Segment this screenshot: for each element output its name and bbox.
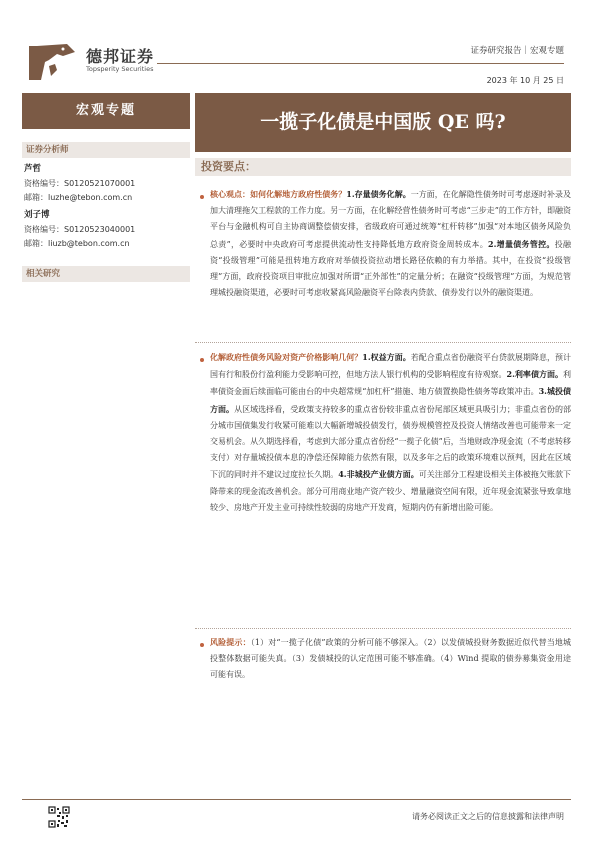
brand-name-en: Topsperity Securities — [86, 65, 154, 73]
paragraph-text-segment: 从区域选择看，受政策支持较多的重点省份较非重点省份尾部区域更具吸引力；非重点省份的部分城市国债集发行收紧可能难以大幅新增城投债发行，债券规模管控及投资人情绪改善也可能带来一定交易机会。从久期选择看，考虑到大部分重点省份经“一揽子化债”后，当地财政净现金流（不考虑转移支付）对存量城投债本息的净偿还保障能力依然有限，以及多年之后的政策环境难以预判，因此在区域下沉的同时并不建议过度拉长久期。 — [210, 404, 572, 480]
brand-name-cn: 德邦证券 — [86, 47, 155, 66]
analyst-email[interactable]: 邮箱：luzhe@tebon.com.cn — [24, 193, 133, 202]
bullet-icon — [200, 195, 204, 199]
paragraph-bold-segment: 1.权益方面。 — [362, 352, 411, 362]
paragraph-lead: 风险提示： — [210, 637, 251, 647]
footer-disclaimer[interactable]: 请务必阅读正文之后的信息披露和法律声明 — [412, 812, 564, 821]
analyst-email[interactable]: 邮箱：liuzb@tebon.com.cn — [24, 239, 130, 248]
paragraph-lead: 化解政府性债务风险对资产价格影响几何？ — [210, 352, 363, 362]
key-points-heading: 投资要点： — [201, 160, 256, 173]
paragraph-bold-segment: 2.增量债务管控。 — [488, 238, 555, 249]
paragraph-bold-segment: 1.存量债务化解。 — [346, 189, 411, 199]
analyst-license: 资格编号：S0120523040001 — [24, 225, 136, 234]
analyst-name: 刘子博 — [24, 210, 50, 220]
paragraph-text-segment: 一方面，在化解隐性债务时可考虑逐时补录及加大清理拖欠工程款的工作力度。另一方面，在化解经营性债务时可考虑“三步走”的工作方针，即融资平台与金融机构可自主协商调整偿债安排，省级政府可通过统筹“杠杆转移”加强“对本地区债务风险负总责”，必要时中央政府可考虑提供流动性支持降低地方政府资金周转成本。 — [210, 190, 571, 249]
paragraph-lead: 核心观点：如何化解地方政府性债务？ — [210, 189, 347, 199]
risk-warning-paragraph — [210, 634, 571, 684]
qr-code-icon — [48, 806, 70, 828]
report-date: 2023 年 10 月 25 日 — [486, 76, 564, 85]
key-point-paragraph — [210, 186, 571, 301]
bullet-icon — [200, 643, 204, 647]
key-point-paragraph — [210, 349, 571, 516]
dotted-divider — [195, 628, 571, 629]
paragraph-text-segment: （1）对“一揽子化债”政策的分析可能不够深入。（2）以发债城投财务数据近似代替当地城投整体数据可能失真。（3）发债城投的认定范围可能不够准确。（4）Wind 提取的债券募集资金用途可能有误。 — [210, 638, 572, 680]
bullet-icon — [200, 358, 204, 362]
page-title: 一揽子化债是中国版 QE 吗? — [260, 111, 506, 133]
paragraph-bold-segment: 4.非城投产业债方面。 — [338, 469, 419, 480]
header-divider — [157, 63, 564, 64]
paragraph-text-segment: 投融资“投级管理”可能是扭转地方政府对举债投资拉动增长路径依赖的有力举措。其中，在投资“投级管理”方面，政府投资项目审批应加强对所谓“正外部性”的定量分析；在融资“投级管理”方面，为规范管理城投融资渠道，必要时可考虑收紧高风险融资平台除表内贷款、债券发行以外的融资渠道。 — [210, 239, 571, 298]
analyst-name: 芦哲 — [24, 164, 42, 174]
analyst-license: 资格编号：S0120521070001 — [24, 179, 136, 188]
paragraph-text-segment: 利率债资金面后续面临可能由台的中央超常规“加杠杆”措施、地方债置换隐性债务等政策冲击。 — [210, 370, 571, 397]
dotted-divider — [195, 342, 571, 343]
analyst-heading: 证券分析师 — [22, 142, 190, 158]
paragraph-text-segment: 若配合重点省份融资平台贷款展期降息，预计国有行和股份行盈利能力受影响可控，但地方法人银行机构的受影响程度有待观察。 — [210, 353, 572, 380]
paragraph-bold-segment: 3.城投债方面。 — [210, 386, 571, 414]
section-label: 宏观专题 — [22, 93, 190, 129]
related-research-heading: 相关研究 — [22, 266, 190, 282]
report-type: 证券研究报告｜宏观专题 — [470, 46, 564, 56]
company-logo-icon — [27, 42, 77, 82]
paragraph-bold-segment: 2.利率债方面。 — [506, 369, 563, 380]
paragraph-text-segment: 可关注部分工程建设相关主体被拖欠账款下降带来的现金流改善机会。部分可用商业地产资产较少、增量融资空间有限，近年现金流紧张导致拿地较少、房地产开发主业可持续性较弱的房地产开发商，短期内仍有新增出险可能。 — [210, 470, 571, 512]
footer-divider — [22, 799, 571, 800]
